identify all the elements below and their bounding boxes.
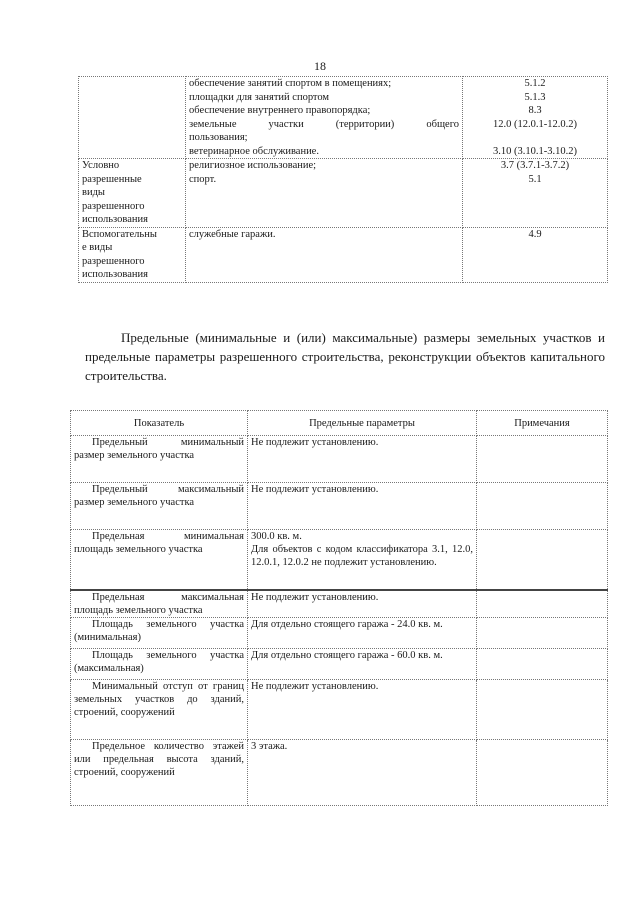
- parameter-cell: Не подлежит установлению.: [248, 483, 477, 530]
- use-category-line: Условно: [82, 160, 120, 171]
- use-item: площадки для занятий спортом: [189, 91, 330, 103]
- use-category: [79, 159, 186, 228]
- use-item: спорт.: [189, 173, 217, 185]
- uses-row: [79, 159, 608, 228]
- indicator-cell: Предельная максимальная площадь земельного участка: [71, 590, 248, 618]
- use-item-word: земельные: [189, 118, 237, 130]
- uses-row: [79, 77, 608, 159]
- use-item-word: участки: [268, 118, 304, 130]
- parameter-row: [71, 530, 608, 590]
- note-cell: [477, 590, 608, 618]
- use-list: [186, 227, 463, 282]
- use-item-word: общего: [426, 118, 459, 130]
- use-code: [466, 131, 604, 145]
- use-code: 8.3: [528, 105, 542, 116]
- use-category: [79, 227, 186, 282]
- note-cell: [477, 436, 608, 483]
- note-cell: [477, 679, 608, 739]
- parameter-cell: Не подлежит установлению.: [248, 679, 477, 739]
- parameter-row: [71, 590, 608, 618]
- use-codes: [463, 77, 608, 159]
- use-category-line: использования: [82, 214, 148, 225]
- parameter-row: [71, 739, 608, 805]
- note-cell: [477, 648, 608, 679]
- indicator-cell: Предельная минимальная площадь земельного участка: [71, 530, 248, 590]
- note-cell: [477, 530, 608, 590]
- use-category-line: е виды: [82, 242, 113, 253]
- parameters-table: [70, 410, 608, 806]
- use-list: [186, 159, 463, 228]
- use-category: [79, 77, 186, 159]
- section-heading-text: Предельные (минимальные и (или) максимальные) размеры земельных участков и предельные параметры разрешенного строительства, реконструкции объектов капитального строительства.: [85, 330, 605, 383]
- use-code: 4.9: [528, 228, 542, 240]
- use-item: служебные гаражи.: [189, 228, 276, 240]
- parameter-cell: 300.0 кв. м. Для объектов с кодом классификатора 3.1, 12.0, 12.0.1, 12.0.2 не подлежит установлению.: [248, 530, 477, 590]
- use-item: обеспечение занятий спортом в помещениях;: [189, 78, 392, 89]
- header-indicator: Показатель: [71, 411, 248, 436]
- parameter-row: [71, 648, 608, 679]
- indicator-cell: Площадь земельного участка (максимальная): [71, 648, 248, 679]
- parameter-cell: Не подлежит установлению.: [248, 590, 477, 618]
- note-cell: [477, 483, 608, 530]
- header-parameters: Предельные параметры: [248, 411, 477, 436]
- parameter-row: [71, 679, 608, 739]
- use-item: обеспечение внутреннего правопорядка;: [189, 105, 371, 116]
- permitted-uses-table: [78, 76, 608, 283]
- use-category-line: Вспомогательны: [82, 228, 157, 240]
- parameter-row: [71, 483, 608, 530]
- use-code: 3.10 (3.10.1-3.10.2): [493, 145, 577, 157]
- use-codes: [463, 159, 608, 228]
- parameter-row: [71, 436, 608, 483]
- parameter-row: [71, 617, 608, 648]
- section-heading: [85, 328, 605, 385]
- use-code: 12.0 (12.0.1-12.0.2): [493, 118, 577, 130]
- use-codes: [463, 227, 608, 282]
- page-number: 18: [314, 59, 326, 73]
- parameter-cell: Для отдельно стоящего гаража - 24.0 кв. м.: [248, 617, 477, 648]
- indicator-cell: Предельный минимальный размер земельного участка: [71, 436, 248, 483]
- uses-row: [79, 227, 608, 282]
- use-item: ветеринарное обслуживание.: [189, 145, 319, 157]
- use-category-line: разрешенного: [82, 255, 145, 267]
- use-category-line: использования: [82, 269, 148, 280]
- indicator-cell: Площадь земельного участка (минимальная): [71, 617, 248, 648]
- use-item-word: (территории): [335, 118, 395, 130]
- header-notes: Примечания: [477, 411, 608, 436]
- parameter-cell: 3 этажа.: [248, 739, 477, 805]
- use-list: [186, 77, 463, 159]
- use-item: пользования;: [189, 132, 248, 143]
- parameter-cell: Для отдельно стоящего гаража - 60.0 кв. м.: [248, 648, 477, 679]
- use-code: 5.1.2: [524, 78, 546, 89]
- indicator-cell: Предельный максимальный размер земельного участка: [71, 483, 248, 530]
- use-code: 5.1.3: [524, 91, 546, 103]
- use-code: 3.7 (3.7.1-3.7.2): [500, 160, 570, 171]
- use-category-line: виды: [82, 187, 105, 198]
- note-cell: [477, 617, 608, 648]
- use-item: религиозное использование;: [189, 160, 317, 171]
- parameters-table-header: [71, 411, 608, 436]
- use-category-line: разрешенного: [82, 200, 145, 212]
- indicator-cell: Предельное количество этажей или предельная высота зданий, строений, сооружений: [71, 739, 248, 805]
- use-category-line: разрешенные: [82, 173, 142, 185]
- use-code: 5.1: [528, 173, 542, 185]
- indicator-cell: Минимальный отступ от границ земельных участков до зданий, строений, сооружений: [71, 679, 248, 739]
- note-cell: [477, 739, 608, 805]
- parameter-cell: Не подлежит установлению.: [248, 436, 477, 483]
- use-item: [189, 118, 459, 132]
